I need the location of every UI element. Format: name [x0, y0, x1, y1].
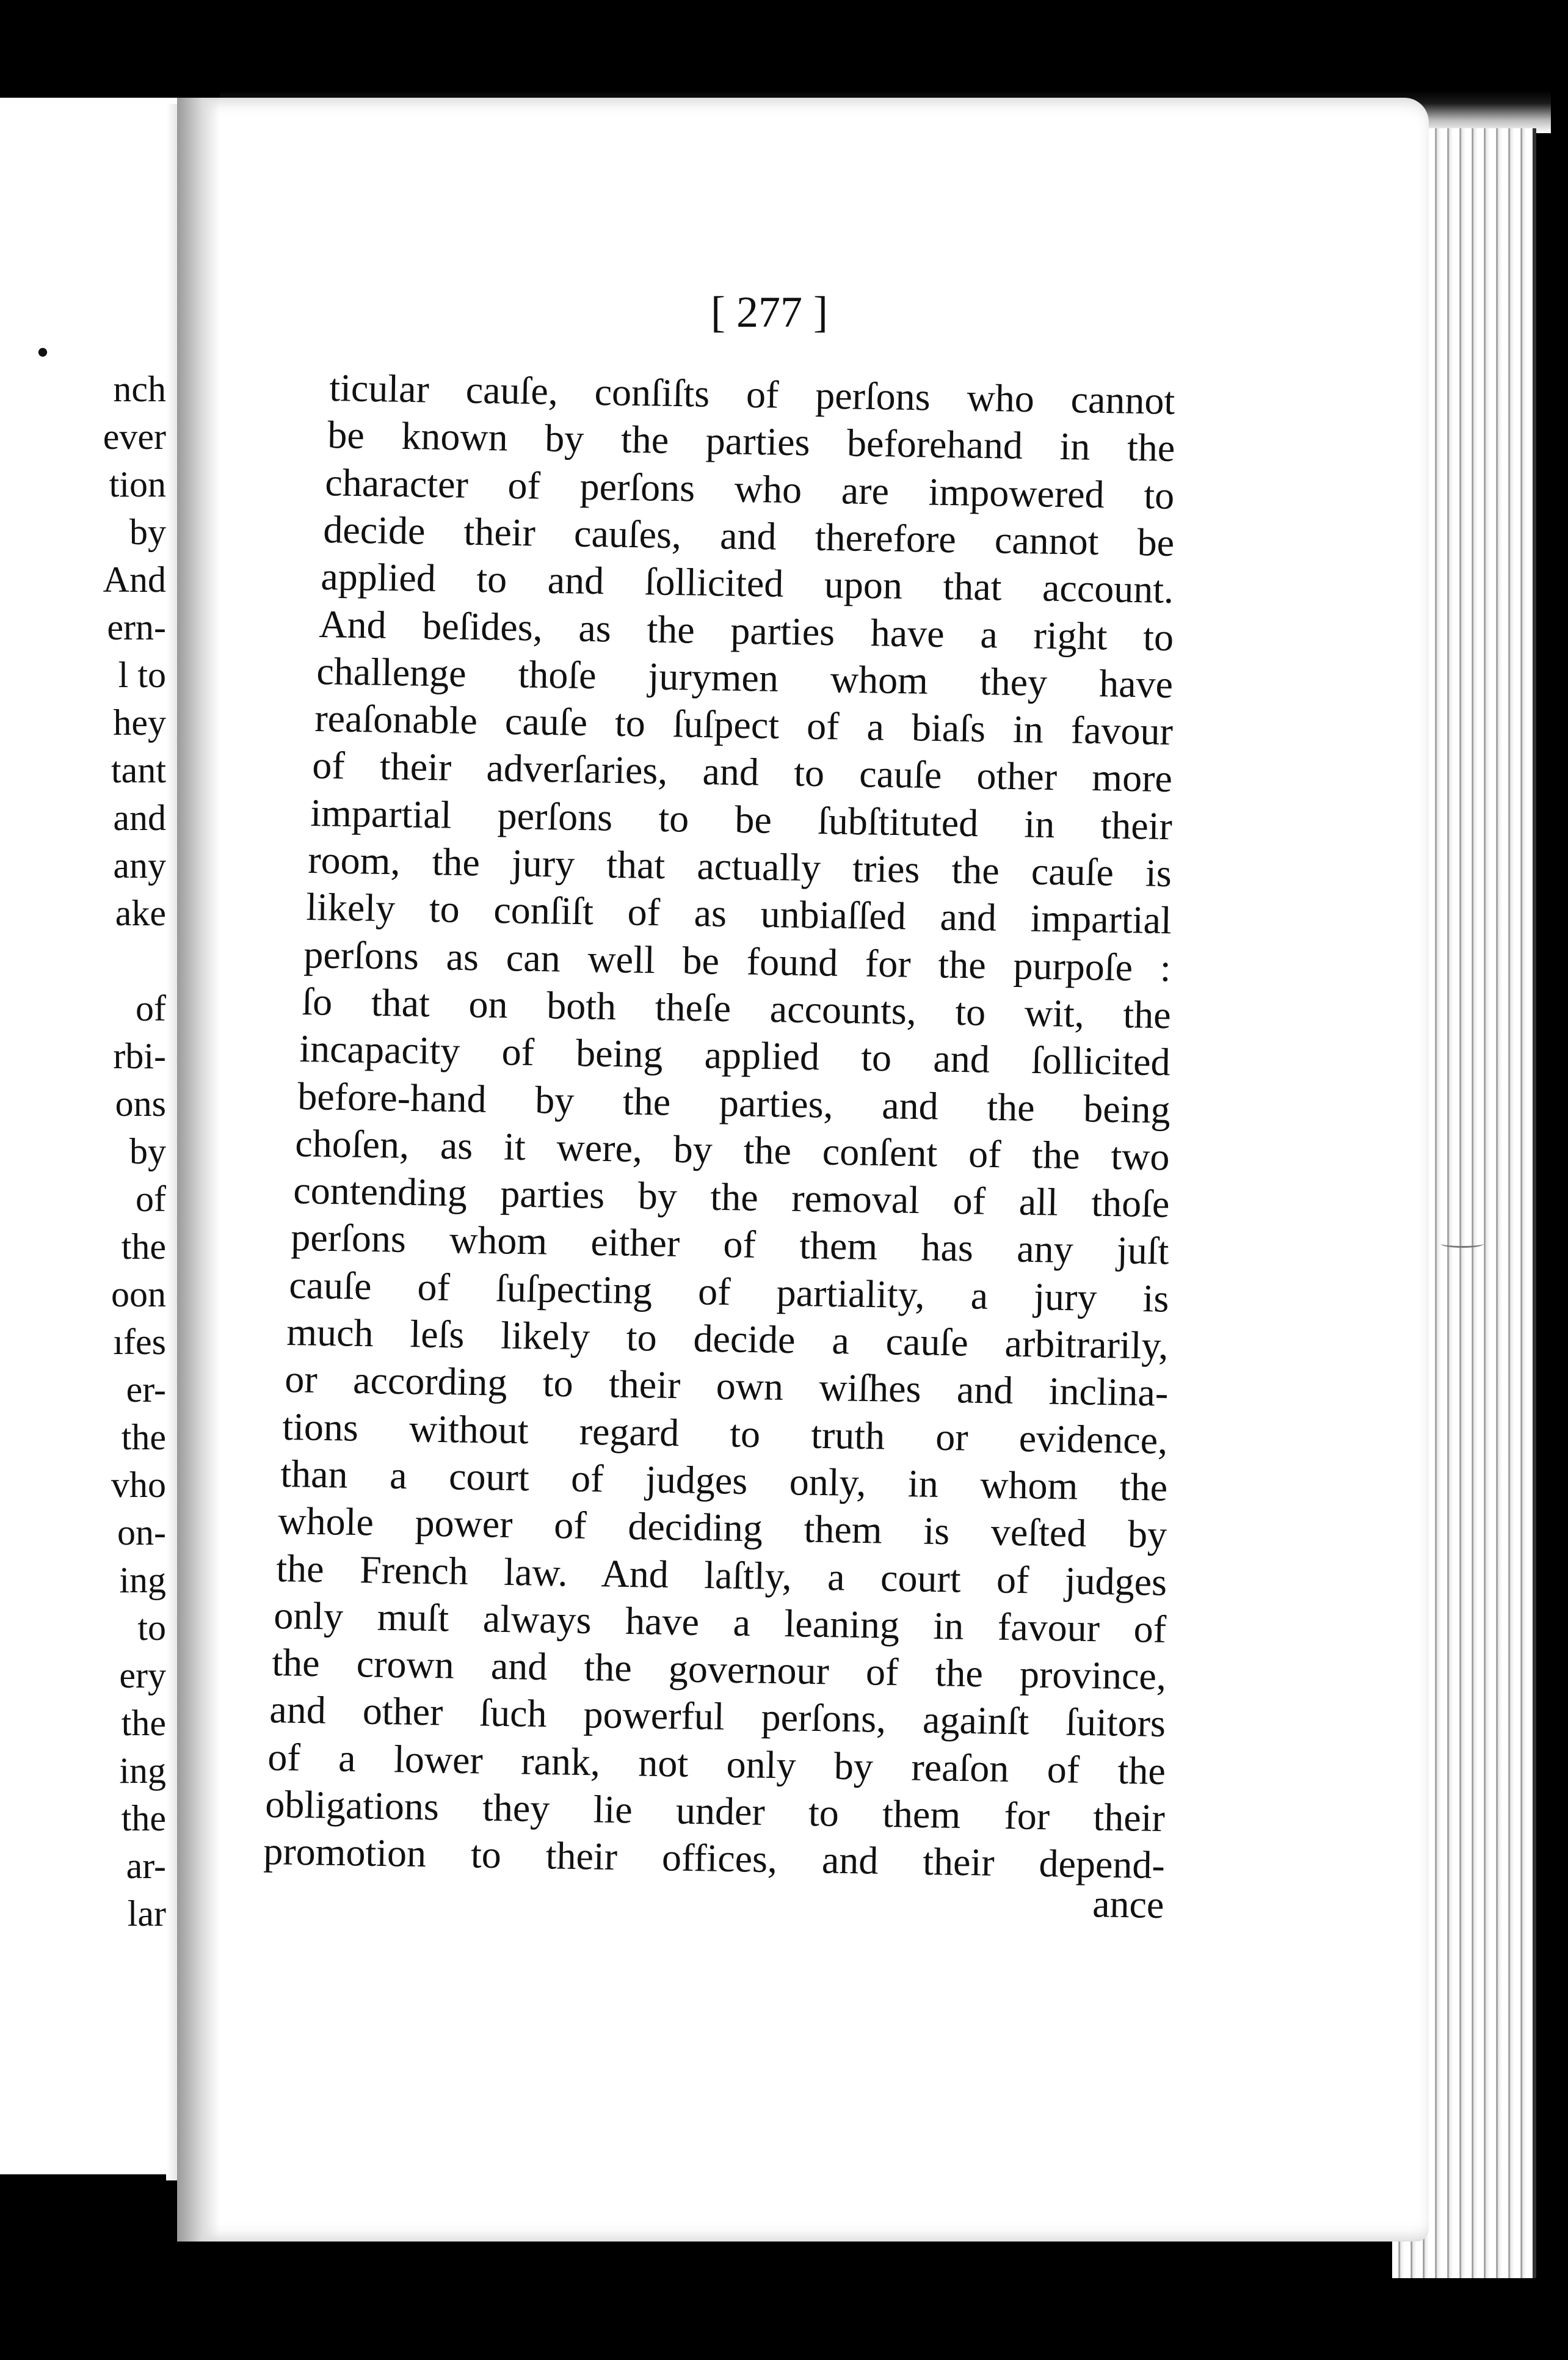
facing-line: ever	[103, 417, 166, 457]
text-line: of their adverſaries, and to cauſe other more	[311, 743, 1173, 801]
facing-line: ake	[115, 893, 166, 933]
facing-line: by	[129, 1131, 166, 1171]
text-line: promotion to their offices, and their depend-	[263, 1829, 1165, 1887]
facing-line: oon	[111, 1274, 166, 1314]
text-line: applied to and ſollicited upon that account.	[320, 555, 1174, 612]
facing-line: ıfes	[113, 1322, 166, 1362]
text-line: ticular cauſe, conſiſts of perſons who cannot	[328, 366, 1175, 423]
facing-line: rbi-	[113, 1036, 166, 1076]
text-line: choſen, as it were, by the conſent of the two	[294, 1121, 1171, 1179]
facing-line: ar-	[126, 1846, 166, 1886]
facing-line: ons	[115, 1083, 166, 1124]
facing-line: nch	[113, 369, 166, 409]
text-line: whole power of deciding them is veſted by	[277, 1499, 1167, 1557]
facing-line: •	[36, 332, 49, 365]
facing-line: ing	[119, 1560, 166, 1600]
facing-line: on-	[117, 1512, 166, 1553]
facing-line: vho	[111, 1465, 166, 1505]
text-line: challenge thoſe jurymen whom they have	[316, 649, 1174, 706]
text-line: and other ſuch powerful perſons, againſt ſuitors	[269, 1688, 1166, 1746]
text-line: perſons as can well be found for the purpoſe :	[303, 932, 1172, 989]
facing-line: ery	[119, 1655, 166, 1695]
text-line: perſons whom either of them has any juſt	[290, 1215, 1169, 1273]
facing-line: hey	[113, 702, 166, 743]
text-line: much leſs likely to decide a cauſe arbitrarily,	[286, 1310, 1169, 1368]
facing-line: to	[137, 1608, 166, 1648]
text-line: tions without regard to truth or evidence,	[281, 1404, 1168, 1462]
catchword: ance	[1092, 1881, 1165, 1926]
text-line: of a lower rank, not only by reaſon of the	[267, 1735, 1166, 1793]
text-line: than a court of judges only, in whom the	[280, 1451, 1168, 1509]
text-line: contending parties by the removal of all thoſe	[292, 1168, 1170, 1226]
facing-line: l to	[118, 655, 166, 695]
facing-line: the	[121, 1798, 166, 1838]
text-line: decide their cauſes, and therefore cannot be	[322, 507, 1175, 564]
facing-line: by	[129, 512, 166, 552]
text-line: only muſt always have a leaning in favour of	[273, 1593, 1167, 1651]
facing-line: tant	[111, 750, 166, 790]
text-line: character of perſons who are impowered to	[324, 460, 1175, 517]
facing-line: er-	[126, 1369, 166, 1410]
facing-line: ing	[119, 1750, 166, 1791]
facing-line: the	[121, 1417, 166, 1457]
facing-line: and	[113, 798, 166, 838]
text-line: obligations they lie under to them for their	[264, 1782, 1166, 1840]
text-line: the French law. And laſtly, a court of judges	[275, 1546, 1167, 1604]
text-line: room, the jury that actually tries the cauſe is	[307, 838, 1172, 895]
facing-line: tion	[109, 464, 166, 504]
text-line: or according to their own wiſhes and inclina-	[284, 1357, 1169, 1415]
text-line: ſo that on both theſe accounts, to wit, the	[301, 979, 1171, 1037]
text-line: impartial perſons to be ſubſtituted in their	[310, 790, 1172, 848]
facing-line: of	[136, 988, 166, 1029]
text-line: And beſides, as the parties have a right to	[318, 602, 1174, 659]
facing-line: ern-	[107, 607, 166, 647]
facing-line: of	[136, 1179, 166, 1219]
facing-line: And	[103, 559, 166, 600]
text-line: be known by the parties beforehand in the	[327, 413, 1175, 470]
facing-line: any	[113, 845, 166, 886]
text-line: incapacity of being applied to and ſollicited	[299, 1027, 1171, 1084]
facing-line: the	[121, 1226, 166, 1267]
text-line: before-hand by the parties, and the being	[297, 1074, 1171, 1131]
facing-line: lar	[127, 1893, 166, 1934]
text-line: likely to conſiſt of as unbiaſſed and impartial	[305, 885, 1172, 942]
text-line: cauſe of ſuſpecting of partiality, a jury is	[288, 1262, 1169, 1320]
page-number: [ 277 ]	[711, 288, 828, 337]
facing-line: the	[121, 1703, 166, 1743]
text-line: reaſonable cauſe to ſuſpect of a biaſs in favour	[314, 696, 1173, 754]
text-line: the crown and the governour of the province,	[271, 1641, 1166, 1699]
